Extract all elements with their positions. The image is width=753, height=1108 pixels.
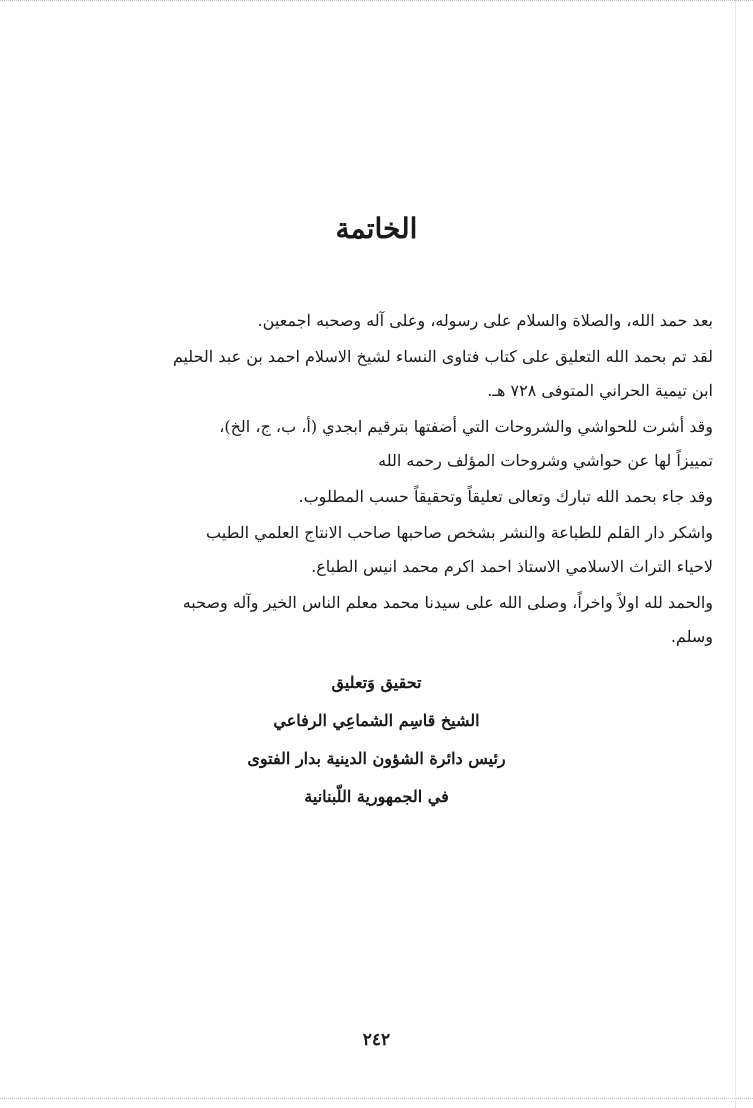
signature-role: تحقيق وَتعليق bbox=[331, 673, 422, 692]
paragraph bbox=[66, 340, 713, 408]
signature-country: في الجمهورية اللّبنانية bbox=[304, 787, 449, 806]
scan-edge-bottom bbox=[0, 1098, 753, 1100]
paragraph bbox=[66, 480, 713, 514]
text-line: وقد أشرت للحواشي والشروحات التي أضفتها بترقيم ابجدي (أ، ب، ج، الخ)، bbox=[219, 417, 713, 436]
signature-block bbox=[0, 664, 753, 816]
scan-edge-right bbox=[735, 0, 737, 1108]
text-line: ابن تيمية الحراني المتوفى ٧٢٨ هـ. bbox=[487, 381, 713, 400]
text-line: واشكر دار القلم للطباعة والنشر بشخص صاحبها صاحب الانتاج العلمي الطيب bbox=[206, 523, 713, 542]
text-line: وقد جاء بحمد الله تبارك وتعالى تعليقاً وتحقيقاً حسب المطلوب. bbox=[298, 487, 713, 506]
text-line: لاحياء التراث الاسلامي الاستاذ احمد اكرم محمد انيس الطباع. bbox=[311, 557, 713, 576]
text-line: تمييزاً لها عن حواشي وشروحات المؤلف رحمه الله bbox=[378, 451, 713, 470]
paragraph bbox=[66, 586, 713, 654]
text-line: والحمد لله اولاً واخراً، وصلى الله على سيدنا محمد معلم الناس الخير وآله وصحبه bbox=[182, 593, 713, 612]
signature-author: الشيخ قاسِم الشماعِي الرفاعي bbox=[273, 711, 480, 730]
text-line: بعد حمد الله، والصلاة والسلام على رسوله، وعلى آله وصحبه اجمعين. bbox=[257, 311, 713, 330]
scan-edge-top bbox=[0, 0, 753, 2]
page-title: الخاتمة bbox=[335, 212, 418, 245]
page-number: ٢٤٢ bbox=[362, 1030, 391, 1050]
paragraph bbox=[66, 304, 713, 338]
paragraph bbox=[66, 410, 713, 478]
body-text bbox=[66, 304, 713, 656]
text-line: لقد تم بحمد الله التعليق على كتاب فتاوى النساء لشيخ الاسلام احمد بن عبد الحليم bbox=[172, 347, 713, 366]
text-line: وسلم. bbox=[670, 627, 713, 646]
paragraph bbox=[66, 516, 713, 584]
signature-position: رئيس دائرة الشؤون الدينية بدار الفتوى bbox=[247, 749, 506, 768]
